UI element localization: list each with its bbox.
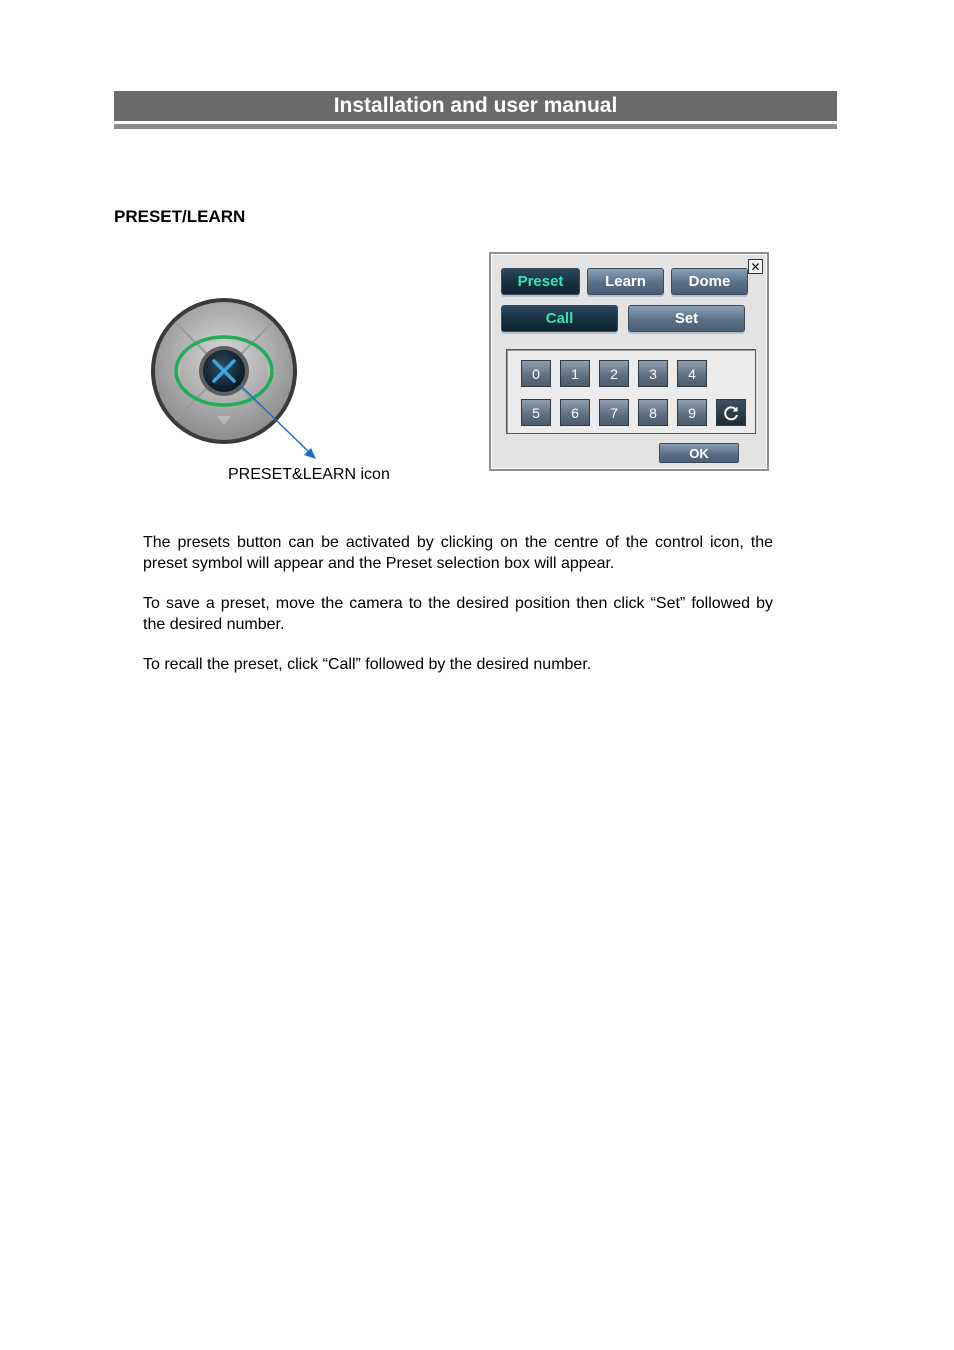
- header-bar: [114, 91, 837, 121]
- section-title: PRESET/LEARN: [114, 207, 246, 226]
- number-button-2[interactable]: 2: [599, 360, 629, 387]
- paragraph-activate: The presets button can be activated by clicking on the centre of the control icon, the preset symbol will appear and the Preset selection box will appear.: [143, 534, 773, 572]
- number-button-3[interactable]: 3: [638, 360, 668, 387]
- header-rule: [114, 124, 837, 129]
- callout-arrow: [240, 385, 330, 465]
- number-button-8[interactable]: 8: [638, 399, 668, 426]
- close-icon: ✕: [750, 259, 761, 274]
- number-button-5[interactable]: 5: [521, 399, 551, 426]
- tab-learn[interactable]: Learn: [587, 268, 664, 295]
- tab-dome[interactable]: Dome: [671, 268, 748, 295]
- paragraph-save: To save a preset, move the camera to the desired position then click “Set” followed by the desired number.: [143, 595, 773, 633]
- number-pad: [506, 349, 756, 434]
- ok-button[interactable]: OK: [659, 443, 739, 463]
- document-title: Installation and user manual: [333, 94, 618, 117]
- preset-selection-dialog: [489, 252, 769, 471]
- number-button-4[interactable]: 4: [677, 360, 707, 387]
- number-button-7[interactable]: 7: [599, 399, 629, 426]
- figure-caption: PRESET&LEARN icon: [228, 466, 390, 483]
- call-button[interactable]: Call: [501, 305, 618, 332]
- set-button[interactable]: Set: [628, 305, 745, 332]
- number-button-1[interactable]: 1: [560, 360, 590, 387]
- refresh-button[interactable]: [716, 399, 746, 426]
- number-button-6[interactable]: 6: [560, 399, 590, 426]
- tab-preset[interactable]: Preset: [501, 268, 580, 295]
- paragraph-recall: To recall the preset, click “Call” followed by the desired number.: [143, 656, 592, 673]
- number-button-0[interactable]: 0: [521, 360, 551, 387]
- refresh-icon: [722, 404, 740, 422]
- close-button[interactable]: [748, 259, 763, 274]
- number-button-9[interactable]: 9: [677, 399, 707, 426]
